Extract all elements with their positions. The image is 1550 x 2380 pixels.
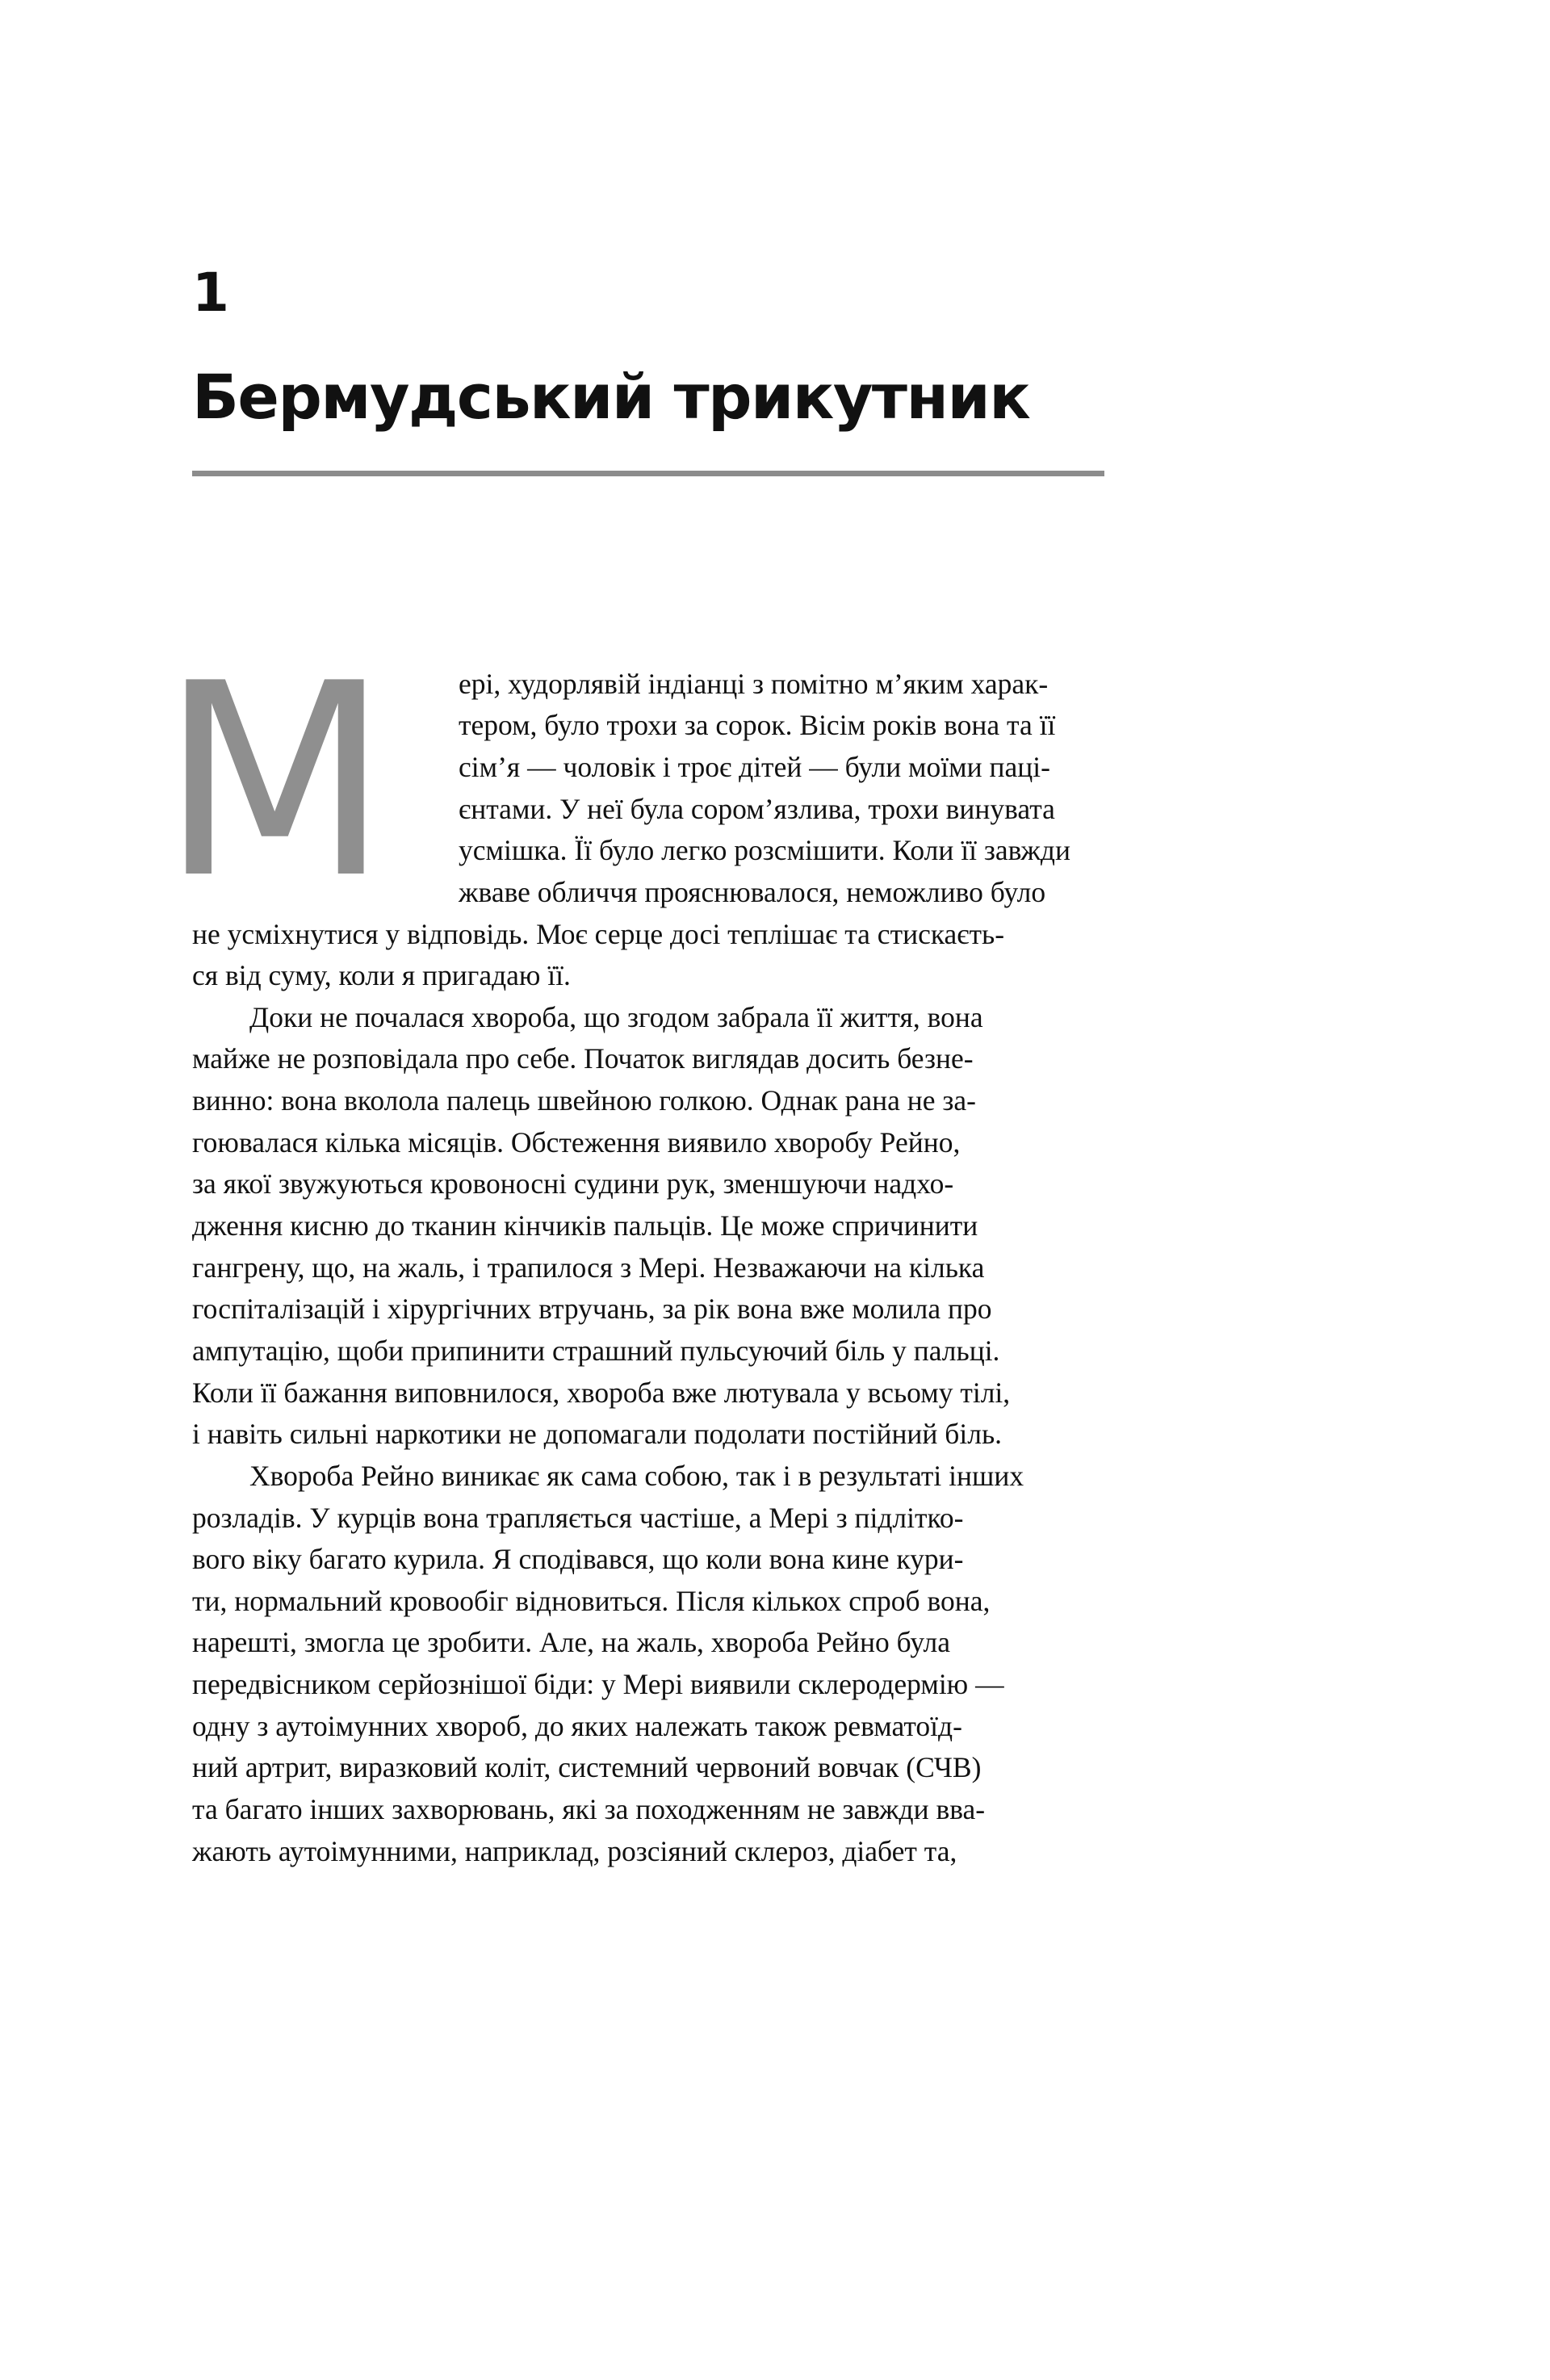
- text-line: ся від суму, коли я пригадаю її.: [192, 959, 571, 992]
- text-line: за якої звужуються кровоносні судини рук, зменшуючи надхо-: [192, 1167, 954, 1200]
- text-line: одну з аутоімунних хвороб, до яких належать також ревматоїд-: [192, 1709, 962, 1742]
- text-line: тером, було трохи за сорок. Вісім років вона та її: [459, 709, 1056, 742]
- text-line: госпіталізацій і хірургічних втручань, за рік вона вже молила про: [192, 1293, 992, 1326]
- text-line: і навіть сильні наркотики не допомагали подолати постійний біль.: [192, 1418, 1003, 1451]
- text-line: ампутацію, щоби припинити страшний пульсуючий біль у пальці.: [192, 1334, 1000, 1367]
- text-line: нарешті, змогла це зробити. Але, на жаль, хвороба Рейно була: [192, 1626, 951, 1659]
- text-line: гангрену, що, на жаль, і трапилося з Мері. Незважаючи на кілька: [192, 1251, 985, 1284]
- text-line: жають аутоімунними, наприклад, розсіяний склероз, діабет та,: [192, 1834, 957, 1867]
- title-divider: [192, 471, 1104, 476]
- chapter-number: 1: [192, 262, 228, 324]
- text-line: не усміхнутися у відповідь. Моє серце досі теплішає та стискаєть-: [192, 917, 1005, 950]
- text-line: жваве обличчя прояснювалося, неможливо було: [459, 875, 1046, 908]
- page-content: [160, 0, 1369, 1872]
- text-line: єнтами. У неї була сором’язлива, трохи винувата: [459, 792, 1055, 825]
- text-line: та багато інших захворювань, які за походженням не завжди вва-: [192, 1793, 986, 1825]
- text-line: Доки не почалася хвороба, що згодом забрала її життя, вона: [249, 1000, 983, 1033]
- text-line: передвісником серйознішої біди: у Мері виявили склеродермію —: [192, 1668, 1004, 1701]
- text-line: винно: вона вколола палець швейною голкою. Однак рана не за-: [192, 1084, 976, 1117]
- text-line: дження кисню до тканин кінчиків пальців. Це може спричинити: [192, 1209, 978, 1242]
- text-line: ти, нормальний кровообіг відновиться. Після кількох спроб вона,: [192, 1584, 991, 1617]
- text-line: майже не розповідала про себе. Початок виглядав досить безне-: [192, 1042, 974, 1075]
- text-line: ері, худорлявій індіанці з помітно м’яким харак-: [459, 667, 1049, 700]
- text-line: ний артрит, виразковий коліт, системний червоний вовчак (СЧВ): [192, 1751, 982, 1784]
- paragraph-3: [192, 1456, 1369, 1872]
- text-line: усмішка. Її було легко розсмішити. Коли її завжди: [459, 834, 1070, 867]
- text-line: вого віку багато курила. Я сподівався, що коли вона кине кури-: [192, 1543, 964, 1576]
- paragraph-1-rest-lines: [192, 914, 1369, 997]
- text-line: Коли її бажання виповнилося, хвороба вже лютувала у всьому тілі,: [192, 1376, 1011, 1409]
- paragraph-2: [192, 997, 1369, 1456]
- chapter-title: Бермудський трикутник: [192, 361, 1030, 433]
- text-line: розладів. У курців вона трапляється частіше, а Мері з підлітко-: [192, 1501, 964, 1534]
- drop-cap-letter: М: [160, 626, 382, 936]
- body-text: [160, 626, 1369, 1873]
- paragraph-1: [160, 626, 1369, 997]
- text-line: Хвороба Рейно виникає як сама собою, так і в результаті інших: [249, 1459, 1024, 1492]
- text-line: сім’я — чоловік і троє дітей — були моїми паці-: [459, 750, 1050, 783]
- paragraph-1-first-lines: [459, 664, 1369, 914]
- text-line: гоювалася кілька місяців. Обстеження виявило хворобу Рейно,: [192, 1125, 961, 1159]
